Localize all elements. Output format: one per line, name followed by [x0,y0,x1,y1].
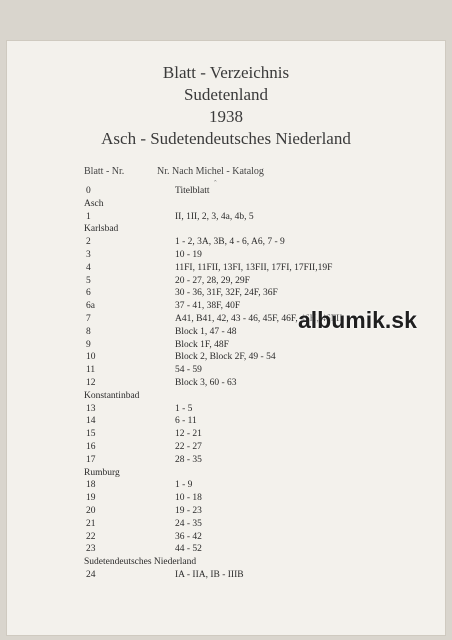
list-item [0,569,452,581]
michel-numbers: Block 2, Block 2F, 49 - 54 [175,352,276,363]
list-item [0,275,452,287]
michel-numbers: 6 - 11 [175,416,197,427]
list-item [0,415,452,427]
michel-numbers: 1 - 2, 3A, 3B, 4 - 6, A6, 7 - 9 [175,237,285,248]
list-item [0,211,452,223]
title-line-1: Blatt - Verzeichnis [162,63,290,82]
blatt-number: 11 [86,365,96,376]
list-item [0,339,452,351]
watermark: albumik.sk [298,307,417,333]
stray-mark: ˆ [214,179,217,188]
section-label: Karlsbad [84,224,119,235]
blatt-number: 12 [86,378,96,388]
list-item [0,454,452,466]
list-item [0,492,452,504]
blatt-number: 16 [86,442,96,452]
list-item [0,403,452,415]
blatt-number: 0 [86,186,91,196]
section-heading [0,390,452,402]
michel-numbers: 20 - 27, 28, 29, 29F [175,275,250,286]
michel-numbers: Block 1, 47 - 48 [175,326,237,337]
list-item [0,441,452,453]
michel-numbers: 11FI, 11FII, 13FI, 13FII, 17FI, 17FII,19F [175,262,333,273]
section-label: Konstantinbad [84,390,140,401]
list-item [0,543,452,555]
michel-numbers: IA - IIA, IB - IIIB [175,570,244,580]
section-heading [0,198,452,210]
blatt-number: 19 [86,493,96,504]
section-heading [0,223,452,235]
blatt-number: 2 [86,237,91,248]
list-item [0,428,452,440]
title-line-4: Asch - Sudetendeutsches Niederland [101,129,351,148]
michel-numbers: II, 1II, 2, 3, 4a, 4b, 5 [175,211,254,222]
list-item [0,236,452,248]
section-label: Asch [84,198,104,209]
column-header-blatt: Blatt - Nr. [84,166,125,177]
michel-numbers: 22 - 27 [175,442,202,452]
blatt-number: 18 [86,480,96,491]
michel-numbers: Block 1F, 48F [175,339,229,350]
michel-numbers: 44 - 52 [175,544,202,555]
blatt-number: 4 [86,262,91,273]
blatt-number: 7 [86,314,91,324]
michel-numbers: 12 - 21 [175,429,202,440]
blatt-number: 1 [86,211,91,222]
blatt-number: 6 [86,288,91,299]
section-heading [0,556,452,568]
michel-numbers: 36 - 42 [175,531,202,542]
michel-numbers: 1 - 9 [175,480,193,491]
list-item [0,351,452,363]
section-heading [0,467,452,479]
michel-numbers: A41, B41, 42, 43 - 46, 45F, 46F, 46H, 46FII [175,314,343,324]
title-line-2: Sudetenland [183,85,269,104]
list-item [0,505,452,517]
section-label: Sudetendeutsches Niederland [84,557,197,568]
section-label: Rumburg [84,467,120,478]
michel-numbers: 24 - 35 [175,518,202,529]
michel-numbers: 1 - 5 [175,403,193,414]
list-item [0,262,452,274]
column-header-michel: Nr. Nach Michel - Katalog [157,166,264,177]
blatt-number: 21 [86,518,96,529]
blatt-number: 24 [86,570,96,580]
michel-numbers: 37 - 41, 38F, 40F [175,301,241,312]
blatt-number: 3 [86,250,91,260]
michel-numbers: 10 - 19 [175,250,202,260]
list-item [0,185,452,197]
michel-numbers: 54 - 59 [175,365,202,376]
blatt-number: 17 [86,454,96,465]
blatt-number: 15 [86,429,96,440]
michel-numbers: 19 - 23 [175,506,202,516]
blatt-number: 20 [86,506,96,516]
list-item [0,518,452,530]
list-item [0,377,452,389]
blatt-number: 22 [86,531,96,542]
michel-numbers: 30 - 36, 31F, 32F, 24F, 36F [175,288,278,299]
blatt-number: 13 [86,403,96,414]
list-item [0,479,452,491]
blatt-number: 6a [86,301,95,312]
blatt-number: 10 [86,352,96,363]
michel-numbers: 28 - 35 [175,454,202,465]
list-item [0,249,452,261]
list-item [0,364,452,376]
blatt-number: 23 [86,544,96,555]
blatt-number: 8 [86,326,91,337]
list-item [0,287,452,299]
michel-numbers: Block 3, 60 - 63 [175,378,237,388]
michel-numbers: 10 - 18 [175,493,202,504]
blatt-number: 14 [86,416,96,427]
blatt-number: 9 [86,339,91,350]
title-line-3: 1938 [209,107,243,126]
blatt-number: 5 [86,275,91,286]
list-item [0,531,452,543]
michel-numbers: Titelblatt [175,186,210,196]
